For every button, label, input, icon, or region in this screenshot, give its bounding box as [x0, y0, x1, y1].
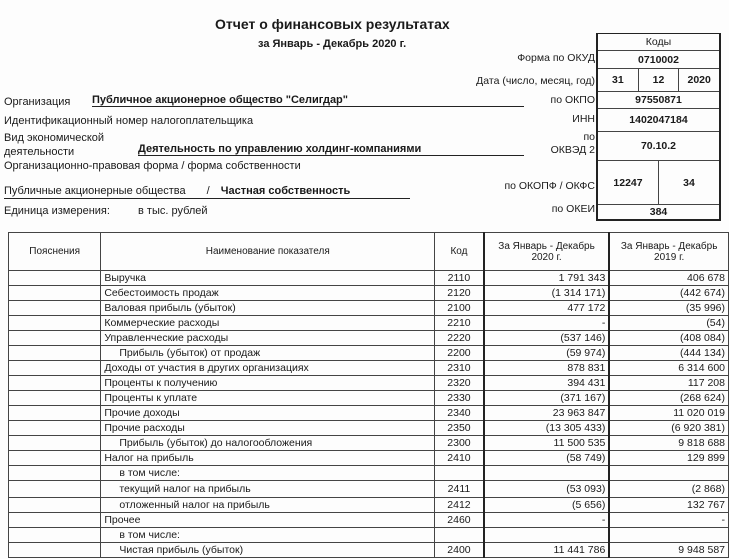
value-2019: 117 208 — [609, 376, 728, 391]
okopf-value: 12247 — [613, 176, 643, 189]
codes-heading: Коды — [645, 36, 672, 48]
okved-value: 70.10.2 — [640, 140, 677, 152]
value-2020: (1 314 171) — [484, 286, 610, 301]
value-2019: (268 624) — [609, 391, 728, 406]
row-code: 2340 — [435, 406, 484, 421]
notes-cell — [9, 316, 101, 331]
value-2019 — [609, 528, 728, 543]
indicator-name: Валовая прибыль (убыток) — [101, 301, 435, 316]
row-code: 2320 — [435, 376, 484, 391]
inn-code-label: ИНН — [572, 113, 595, 125]
value-2019: (408 084) — [609, 331, 728, 346]
notes-cell — [9, 361, 101, 376]
indicator-name: в том числе: — [101, 466, 435, 481]
date-month: 12 — [638, 69, 679, 91]
table-row — [9, 316, 729, 331]
indicator-name: Прибыль (убыток) до налогообложения — [101, 436, 435, 451]
indicator-name: Прочие расходы — [101, 421, 435, 436]
table-row — [9, 498, 729, 513]
indicator-name: в том числе: — [101, 528, 435, 543]
table-row — [9, 481, 729, 498]
okpo-label: по ОКПО — [550, 94, 595, 106]
row-code: 2200 — [435, 346, 484, 361]
value-2019: 9 948 587 — [609, 543, 728, 558]
notes-cell — [9, 451, 101, 466]
header-code: Код — [435, 233, 484, 271]
notes-cell — [9, 391, 101, 406]
okopf-label: по ОКОПФ / ОКФС — [504, 180, 595, 192]
indicator-name: Прочее — [101, 513, 435, 528]
date-label: Дата (число, месяц, год) — [476, 75, 595, 87]
report-title: Отчет о финансовых результатах — [215, 16, 450, 32]
value-2019: (442 674) — [609, 286, 728, 301]
table-row — [9, 376, 729, 391]
notes-cell — [9, 436, 101, 451]
notes-cell — [9, 466, 101, 481]
table-row — [9, 451, 729, 466]
table-row — [9, 543, 729, 558]
indicator-name: отложенный налог на прибыль — [101, 498, 435, 513]
table-row — [9, 331, 729, 346]
table-row — [9, 466, 729, 481]
value-2020: 11 441 786 — [484, 543, 610, 558]
indicator-name: Проценты к уплате — [101, 391, 435, 406]
notes-cell — [9, 406, 101, 421]
org-label: Организация — [4, 96, 71, 108]
indicator-name: Прибыль (убыток) от продаж — [101, 346, 435, 361]
unit-label: Единица измерения: — [4, 205, 110, 217]
row-code: 2210 — [435, 316, 484, 331]
table-row — [9, 513, 729, 528]
form-separator: / — [206, 185, 210, 197]
okved-label-1: по — [583, 131, 595, 143]
row-code: 2300 — [435, 436, 484, 451]
row-code: 2400 — [435, 543, 484, 558]
row-code: 2220 — [435, 331, 484, 346]
indicator-name: Управленческие расходы — [101, 331, 435, 346]
value-2019 — [609, 466, 728, 481]
form-line — [4, 185, 410, 199]
date-year: 2020 — [678, 69, 719, 91]
date-day: 31 — [611, 74, 624, 86]
indicator-name: Коммерческие расходы — [101, 316, 435, 331]
notes-cell — [9, 498, 101, 513]
row-code: 2412 — [435, 498, 484, 513]
unit-value: в тыс. рублей — [138, 205, 208, 217]
value-2019: 6 314 600 — [609, 361, 728, 376]
value-2020: 1 791 343 — [484, 271, 610, 286]
value-2019: - — [609, 513, 728, 528]
codes-box — [596, 33, 721, 221]
value-2020: (58 749) — [484, 451, 610, 466]
notes-cell — [9, 513, 101, 528]
okei-label: по ОКЕИ — [551, 203, 595, 215]
row-code: 2410 — [435, 451, 484, 466]
row-code: 2350 — [435, 421, 484, 436]
value-2020: - — [484, 316, 610, 331]
value-2020: 878 831 — [484, 361, 610, 376]
row-code: 2100 — [435, 301, 484, 316]
row-code: 2310 — [435, 361, 484, 376]
notes-cell — [9, 528, 101, 543]
header-notes: Пояснения — [9, 233, 101, 271]
indicator-name: Чистая прибыль (убыток) — [101, 543, 435, 558]
table-row — [9, 406, 729, 421]
table-row — [9, 436, 729, 451]
value-2019: 9 818 688 — [609, 436, 728, 451]
notes-cell — [9, 481, 101, 498]
financial-results-table — [8, 232, 729, 558]
table-row — [9, 391, 729, 406]
ownership-form: Частная собственность — [220, 185, 351, 197]
row-code: 2460 — [435, 513, 484, 528]
table-row — [9, 301, 729, 316]
inn-label: Идентификационный номер налогоплательщика — [4, 115, 254, 127]
notes-cell — [9, 543, 101, 558]
value-2019: (6 920 381) — [609, 421, 728, 436]
value-2020: (53 093) — [484, 481, 610, 498]
row-code: 2411 — [435, 481, 484, 498]
value-2020: (5 656) — [484, 498, 610, 513]
org-name: Публичное акционерное общество "Селигдар" — [92, 94, 524, 107]
notes-cell — [9, 376, 101, 391]
notes-cell — [9, 286, 101, 301]
form-label: Организационно-правовая форма / форма собственности — [4, 160, 301, 172]
value-2020: 477 172 — [484, 301, 610, 316]
value-2019: 129 899 — [609, 451, 728, 466]
indicator-name: Налог на прибыль — [101, 451, 435, 466]
table-row — [9, 361, 729, 376]
indicator-name: Себестоимость продаж — [101, 286, 435, 301]
row-code: 2330 — [435, 391, 484, 406]
table-row — [9, 528, 729, 543]
table-row — [9, 286, 729, 301]
notes-cell — [9, 301, 101, 316]
value-2020: 23 963 847 — [484, 406, 610, 421]
value-2020: (59 974) — [484, 346, 610, 361]
row-code — [435, 466, 484, 481]
inn-value: 1402047184 — [629, 114, 688, 126]
value-2019: (2 868) — [609, 481, 728, 498]
header-2019: За Январь - Декабрь 2019 г. — [609, 233, 728, 271]
value-2020: (13 305 433) — [484, 421, 610, 436]
notes-cell — [9, 331, 101, 346]
report-period: за Январь - Декабрь 2020 г. — [258, 38, 407, 50]
value-2019: 11 020 019 — [609, 406, 728, 421]
value-2019: (35 996) — [609, 301, 728, 316]
value-2019: (54) — [609, 316, 728, 331]
okei-value: 384 — [649, 206, 668, 218]
table-row — [9, 271, 729, 286]
okud-label: Форма по ОКУД — [517, 52, 595, 64]
indicator-name: Проценты к получению — [101, 376, 435, 391]
value-2019: (444 134) — [609, 346, 728, 361]
value-2020: (537 146) — [484, 331, 610, 346]
notes-cell — [9, 346, 101, 361]
indicator-name: Доходы от участия в других организациях — [101, 361, 435, 376]
value-2020: 11 500 535 — [484, 436, 610, 451]
indicator-name: Выручка — [101, 271, 435, 286]
table-row — [9, 421, 729, 436]
table-row — [9, 346, 729, 361]
okud-value: 0710002 — [638, 53, 679, 66]
okfs-value: 34 — [658, 161, 719, 204]
value-2020: (371 167) — [484, 391, 610, 406]
value-2020 — [484, 466, 610, 481]
row-code: 2110 — [435, 271, 484, 286]
legal-form: Публичные акционерные общества — [4, 185, 186, 197]
activity-label-2: деятельности — [4, 146, 75, 158]
indicator-name: Прочие доходы — [101, 406, 435, 421]
table-header-row — [9, 233, 729, 271]
notes-cell — [9, 271, 101, 286]
value-2019: 406 678 — [609, 271, 728, 286]
value-2020: - — [484, 513, 610, 528]
okpo-value: 97550871 — [635, 94, 682, 106]
header-2020: За Январь - Декабрь 2020 г. — [484, 233, 610, 271]
value-2020: 394 431 — [484, 376, 610, 391]
activity-value: Деятельность по управлению холдинг-компаниями — [138, 143, 524, 156]
notes-cell — [9, 421, 101, 436]
row-code — [435, 528, 484, 543]
value-2019: 132 767 — [609, 498, 728, 513]
value-2020 — [484, 528, 610, 543]
indicator-name: текущий налог на прибыль — [101, 481, 435, 498]
header-indicator: Наименование показателя — [101, 233, 435, 271]
okved-label-2: ОКВЭД 2 — [550, 144, 595, 156]
row-code: 2120 — [435, 286, 484, 301]
activity-label-1: Вид экономической — [4, 132, 105, 144]
